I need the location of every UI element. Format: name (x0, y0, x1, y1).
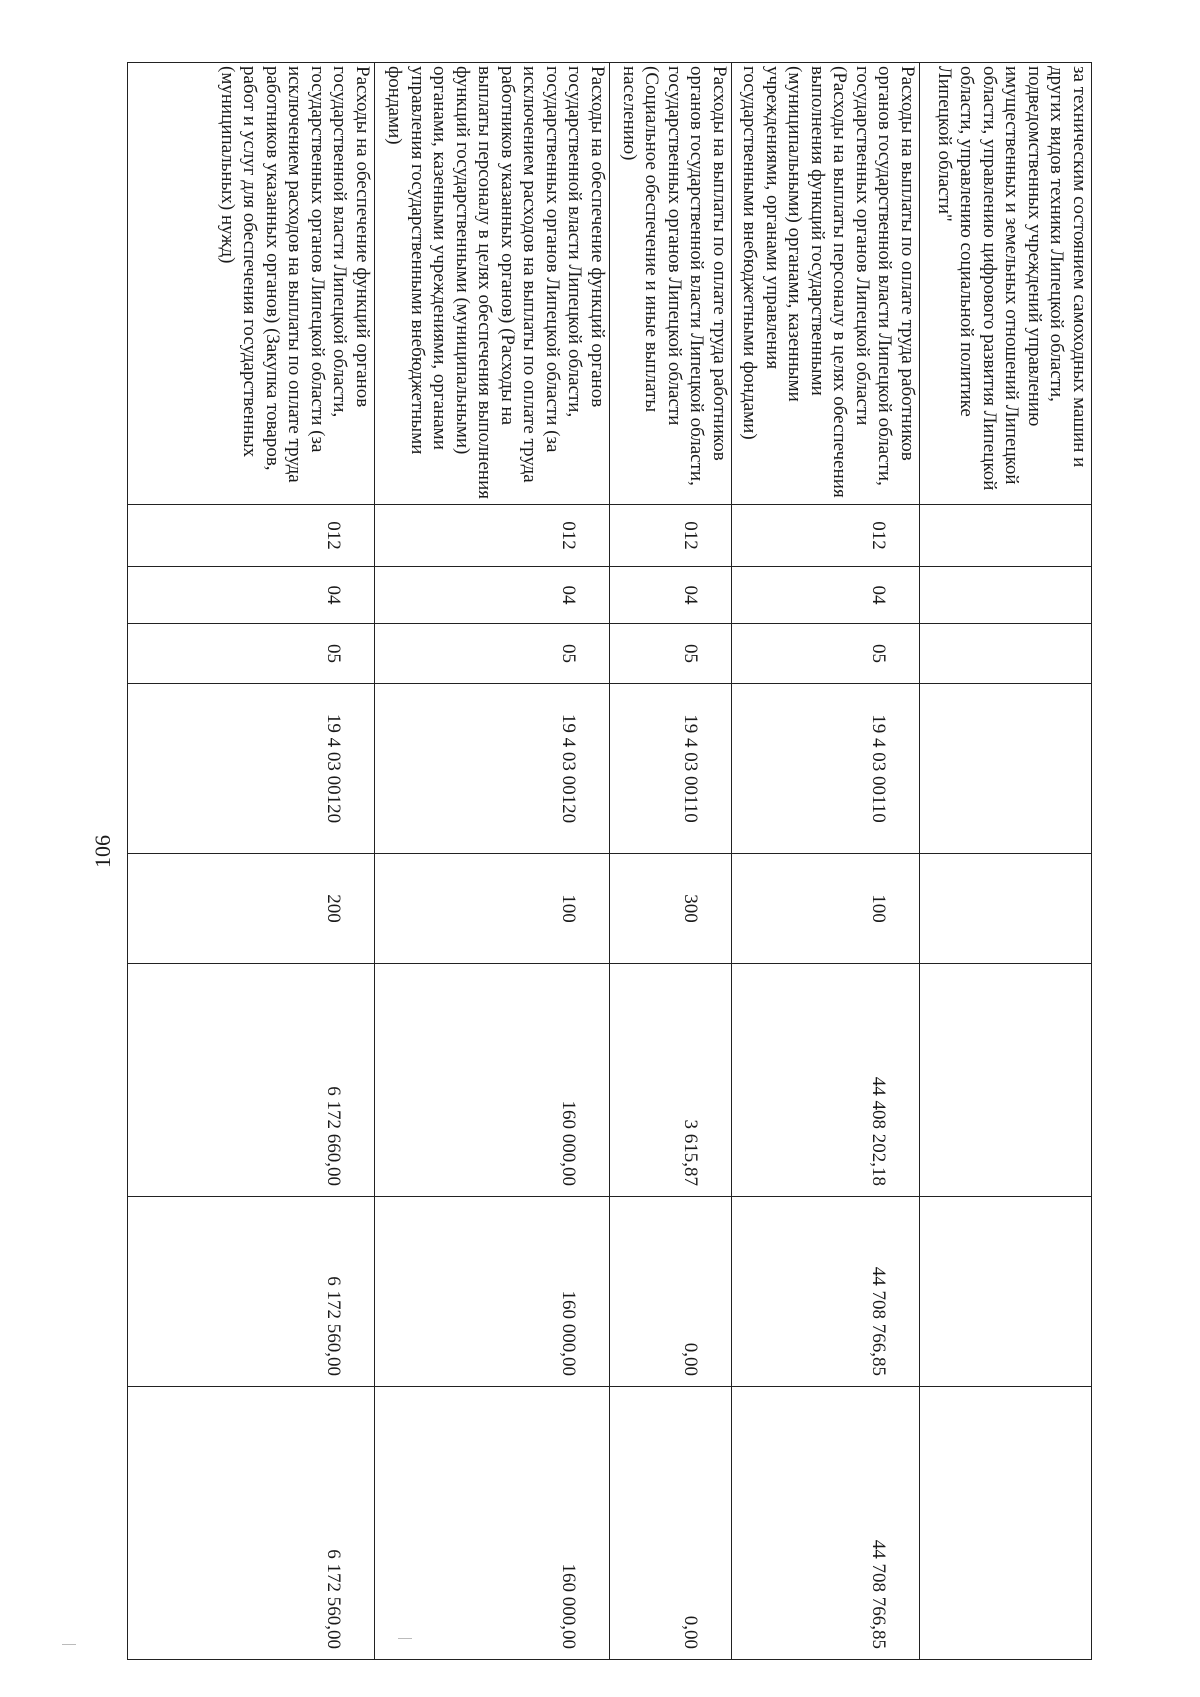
cell-sum-year-3: 44 708 766,85 (732, 1387, 920, 1660)
cell-section: 04 (375, 567, 610, 624)
cell-grbs (920, 505, 1092, 567)
cell-sum-year-3 (920, 1387, 1092, 1660)
cell-target-article: 19 4 03 00110 (610, 684, 732, 854)
table-row (920, 63, 1092, 1660)
cell-subsection (920, 624, 1092, 684)
row-description: Расходы на обеспечение функций органов государственной власти Липецкой области, государственных органов Липецкой области (за исключением расходов на выплаты по оплате труда работников указанных органов) (Расходы на выплаты персоналу в целях обеспечения выполнения функций государственными (муниципальными) органами, казенными учреждениями, органами управления государственными внебюджетными фондами) (375, 63, 610, 505)
cell-expense-type: 100 (732, 854, 920, 964)
cell-sum-year-1: 3 615,87 (610, 964, 732, 1197)
cell-sum-year-1: 160 000,00 (375, 964, 610, 1197)
page-number: 106 (90, 835, 115, 868)
cell-sum-year-1: 44 408 202,18 (732, 964, 920, 1197)
cell-sum-year-2: 0,00 (610, 1197, 732, 1387)
cell-sum-year-2: 44 708 766,85 (732, 1197, 920, 1387)
cell-sum-year-3: 6 172 560,00 (128, 1387, 375, 1660)
cell-sum-year-3: 0,00 (610, 1387, 732, 1660)
scan-artifact (398, 1638, 412, 1639)
row-description: Расходы на обеспечение функций органов государственной власти Липецкой области, государственных органов Липецкой области (за исключением расходов на выплаты по оплате труда работников указанных органов) (Закупка товаров, работ и услуг для обеспечения государственных (муниципальных) нужд) (128, 63, 375, 505)
cell-subsection: 05 (128, 624, 375, 684)
cell-sum-year-1 (920, 964, 1092, 1197)
cell-target-article: 19 4 03 00110 (732, 684, 920, 854)
cell-sum-year-2: 6 172 560,00 (128, 1197, 375, 1387)
cell-grbs: 012 (610, 505, 732, 567)
cell-expense-type (920, 854, 1092, 964)
row-description: Расходы на выплаты по оплате труда работников органов государственной власти Липецкой области, государственных органов Липецкой области (Социальное обеспечение и иные выплаты населению) (610, 63, 732, 505)
cell-grbs: 012 (375, 505, 610, 567)
cell-section: 04 (610, 567, 732, 624)
row-description: Расходы на выплаты по оплате труда работников органов государственной власти Липецкой области, государственных органов Липецкой области (Расходы на выплаты персоналу в целях обеспечения выполнения функций государственными (муниципальными) органами, казенными учреждениями, органами управления государственными внебюджетными фондами) (732, 63, 920, 505)
cell-subsection: 05 (732, 624, 920, 684)
cell-subsection: 05 (610, 624, 732, 684)
cell-grbs: 012 (732, 505, 920, 567)
cell-section: 04 (128, 567, 375, 624)
cell-sum-year-2 (920, 1197, 1092, 1387)
table-row (128, 63, 375, 1660)
table-row (375, 63, 610, 1660)
cell-section: 04 (732, 567, 920, 624)
cell-expense-type: 200 (128, 854, 375, 964)
cell-target-article (920, 684, 1092, 854)
cell-sum-year-2: 160 000,00 (375, 1197, 610, 1387)
table-row (732, 63, 920, 1660)
cell-target-article: 19 4 03 00120 (375, 684, 610, 854)
row-description: за техническим состоянием самоходных машин и других видов техники Липецкой области, подведомственных учреждений управлению имущественных и земельных отношений Липецкой области, управлению цифрового развития Липецкой области, управлению социальной политике Липецкой области" (920, 63, 1092, 505)
cell-expense-type: 100 (375, 854, 610, 964)
cell-sum-year-1: 6 172 660,00 (128, 964, 375, 1197)
budget-table-rotated (128, 62, 1092, 1659)
scan-artifact (62, 1644, 76, 1645)
cell-section (920, 567, 1092, 624)
cell-sum-year-3: 160 000,00 (375, 1387, 610, 1660)
cell-expense-type: 300 (610, 854, 732, 964)
cell-subsection: 05 (375, 624, 610, 684)
cell-grbs: 012 (128, 505, 375, 567)
budget-table (127, 62, 1092, 1660)
table-row (610, 63, 732, 1660)
cell-target-article: 19 4 03 00120 (128, 684, 375, 854)
